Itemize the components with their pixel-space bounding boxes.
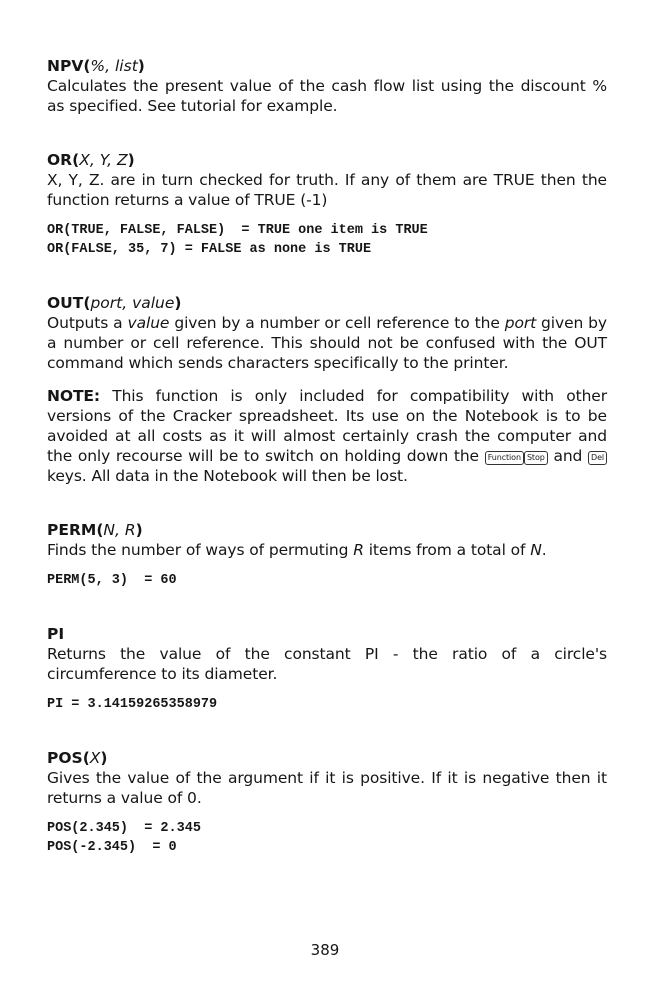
code-example [47,695,607,714]
code-line: PI = 3.14159265358979 [47,697,218,712]
code-line: OR(TRUE, FALSE, FALSE) = TRUE one item is TRUE [47,223,428,238]
function-args: N, R [103,521,136,539]
code-line: POS(-2.345) = 0 [47,840,177,855]
entry-perm [47,520,607,590]
function-args: X, Y, Z [79,151,128,169]
code-line: POS(2.345) = 2.345 [47,821,201,836]
function-args: X [89,749,101,767]
entry-heading: OR(X, Y, Z) [47,151,135,169]
entry-pi [47,624,607,714]
page-number: 389 [310,941,340,959]
code-line: PERM(5, 3) = 60 [47,573,177,588]
entry-heading [47,624,607,644]
entry-heading: POS(X) [47,749,108,767]
entry-out [47,293,607,486]
function-name: PI [47,625,65,643]
function-key-icon: Function [485,451,524,465]
code-example [47,221,607,259]
entry-description: X, Y, Z. are in turn checked for truth. If any of them are TRUE then the function returns a value of TRUE (-1) [47,171,607,209]
function-name: POS [47,749,83,767]
code-example [47,819,607,857]
document-page [47,56,607,891]
note-label: NOTE: [47,387,101,405]
code-line: OR(FALSE, 35, 7) = FALSE as none is TRUE [47,242,372,257]
entry-description: Outputs a value given by a number or cell reference to the port given by a number or cell reference. This should not be confused with the OUT command which sends characters specifically to the printer. [47,314,607,372]
function-name: OUT [47,294,84,312]
entry-heading: PERM(N, R) [47,521,143,539]
function-args: port, value [90,294,175,312]
del-key-icon: Del [588,451,607,465]
function-name: OR [47,151,73,169]
stop-key-icon: Stop [524,451,548,465]
function-name: PERM [47,521,97,539]
entry-or [47,150,607,259]
entry-description: Calculates the present value of the cash flow list using the discount % as specified. See tutorial for example. [47,77,607,115]
entry-heading: OUT(port, value) [47,294,182,312]
entry-description: Gives the value of the argument if it is positive. If it is negative then it returns a value of 0. [47,769,607,807]
entry-description: Returns the value of the constant PI - the ratio of a circle's circumference to its diameter. [47,645,607,683]
entry-heading: NPV(%, list) [47,57,145,75]
entry-pos [47,748,607,857]
note-paragraph: NOTE: This function is only included for compatibility with other versions of the Cracker spreadsheet. Its use on the Notebook is to be avoided at all costs as it will almost certainly crash the computer and the only recourse will be to switch on holding down the Function Stop and Del keys. All data in the Notebook will then be lost. [47,387,608,485]
entry-description: Finds the number of ways of permuting R items from a total of N. [47,541,547,559]
entry-npv [47,56,607,116]
function-name: NPV [47,57,84,75]
code-example [47,571,607,590]
function-args: %, list [90,57,138,75]
